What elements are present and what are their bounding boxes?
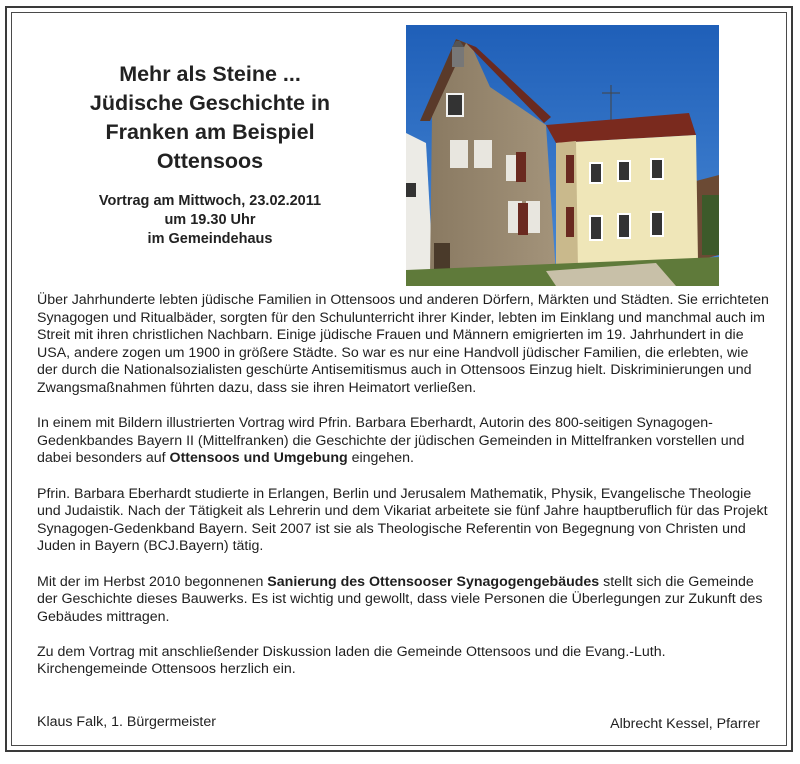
signature-mayor: Klaus Falk, 1. Bürgermeister bbox=[37, 714, 216, 730]
paragraph-renovation bbox=[37, 574, 772, 627]
body-text bbox=[37, 292, 772, 689]
title-line-4: Ottensoos bbox=[156, 149, 264, 173]
paragraph-renovation-highlight: Sanierung des Ottensooser Synagogengebäudes bbox=[267, 573, 600, 590]
paragraph-renovation-text-end: stellt sich die Gemeinde der Geschichte dieses Bauwerks. Es ist wichtig und gewollt, dass viele Personen die Überlegungen zur Zukunft des Gebäudes mittragen. bbox=[37, 573, 763, 625]
paragraph-history: Über Jahrhunderte lebten jüdische Familien in Ottensoos und anderen Dörfern, Märkten und Städten. Sie errichteten Synagogen und Ritualbäder, sorgten für den Schulunterricht ihrer Kinder, lebten im Einklang und manchmal auch im Streit mit ihren christlichen Nachbarn. Einige jüdische Frauen und Männern emigrierten im 19. Jahrhundert in die USA, andere zogen um 1900 in größere Städte. So war es nur eine Handvoll jüdischer Familien, die erlebten, wie der durch die Nationalsozialisten geschürte Antisemitismus auch in Ottensoos Einzug hielt. Diskriminierungen und Zwangsmaßnahmen führten dazu, dass sie ihren Heimatort verließen. bbox=[37, 292, 769, 396]
title-line-3: Franken am Beispiel bbox=[105, 120, 315, 144]
paragraph-lecture-highlight: Ottensoos und Umgebung bbox=[169, 450, 348, 467]
paragraph-lecture bbox=[37, 415, 772, 468]
paragraph-renovation-text: Mit der im Herbst 2010 begonnenen bbox=[37, 573, 268, 590]
paragraph-lecture-text-end: eingehen. bbox=[347, 450, 414, 467]
event-info bbox=[60, 192, 360, 249]
paragraph-invitation: Zu dem Vortrag mit anschließender Diskussion laden die Gemeinde Ottensoos und die Evang.-Luth. Kirchengemeinde Ottensoos herzlich ein. bbox=[37, 643, 666, 678]
paragraph-speaker: Pfrin. Barbara Eberhardt studierte in Erlangen, Berlin und Jerusalem Mathematik, Physik, Evangelische Theologie und Judaistik. Nach der Tätigkeit als Lehrerin und dem Vikariat arbeitete sie fünf Jahre hauptberuflich für das Projekt Synagogen-Gedenkband Bayern. Seit 2007 ist sie als Theologische Referentin von Begegnung von Christen und Juden in Bayern (BCJ.Bayern) tätig. bbox=[37, 485, 768, 555]
event-time: um 19.30 Uhr bbox=[164, 212, 256, 228]
header-block bbox=[60, 60, 360, 249]
title-line-2: Jüdische Geschichte in bbox=[89, 91, 331, 115]
page-title bbox=[60, 60, 360, 176]
event-date: Vortrag am Mittwoch, 23.02.2011 bbox=[98, 193, 322, 209]
signature-pastor: Albrecht Kessel, Pfarrer bbox=[610, 716, 760, 732]
title-line-1: Mehr als Steine ... bbox=[119, 62, 301, 86]
paragraph-lecture-text: In einem mit Bildern illustrierten Vortrag wird Pfrin. Barbara Eberhardt, Autorin des 800-seitigen Synagogen-Gedenkbandes Bayern II (Mittelfranken) die Geschichte der jüdischen Gemeinden in Mittelfranken vorstellen und dabei besonders auf bbox=[37, 415, 745, 467]
event-location: im Gemeindehaus bbox=[147, 231, 273, 247]
synagogue-photo bbox=[406, 25, 719, 286]
